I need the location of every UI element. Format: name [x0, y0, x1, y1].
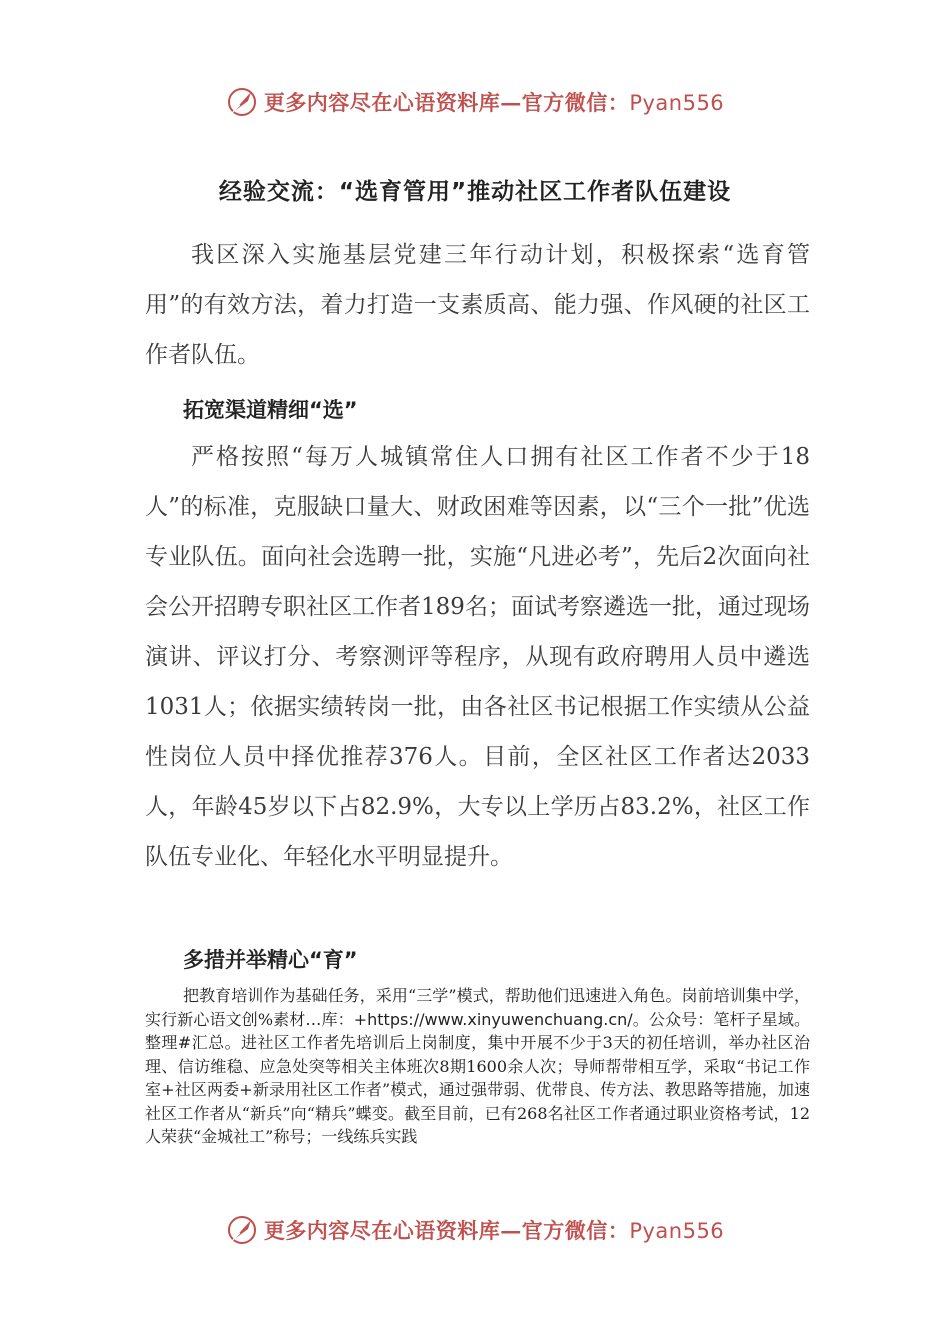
cultivate-text-start: 把教育培训作为基础任务，采用“三学”模式，帮助他们迅速进入角色。岗前培训集中学，实行新心语文创%素材…库：+ [145, 986, 810, 1029]
quill-logo-icon [226, 1214, 258, 1246]
section-heading-select: 拓宽渠道精细“选” [183, 398, 358, 422]
intro-paragraph: 我区深入实施基层党建三年行动计划，积极探索“选育管用”的有效方法，着力打造一支素质高、能力强、作风硬的社区工作者队伍。 [145, 242, 810, 368]
watermark-handle: Pyan556 [629, 1219, 725, 1243]
watermark-text: 更多内容尽在心语资料库—官方微信：Pyan556 [263, 90, 725, 115]
section-heading-cultivate: 多措并举精心“育” [183, 948, 358, 972]
watermark-text: 更多内容尽在心语资料库—官方微信：Pyan556 [263, 1218, 725, 1243]
section-cultivate-paragraph [145, 984, 810, 1149]
quill-logo-icon [226, 86, 258, 118]
website-url: https://www.xinyuwenchuang.cn/ [367, 1009, 633, 1029]
document-title: 经验交流：“选育管用”推动社区工作者队伍建设 [218, 179, 732, 205]
section-select-paragraph: 严格按照“每万人城镇常住人口拥有社区工作者不少于18人”的标准，克服缺口量大、财政困难等因素，以“三个一批”优选专业队伍。面向社会选聘一批，实施“凡进必考”，先后2次面向社会公开招聘专职社区工作者189名；面试考察遴选一批，通过现场演讲、评议打分、考察测评等程序，从现有政府聘用人员中遴选1031人；依据实绩转岗一批，由各社区书记根据工作实绩从公益性岗位人员中择优推荐376人。目前，全区社区工作者达2033人，年龄45岁以下占82.9%，大专以上学历占83.2%，社区工作队伍专业化、年轻化水平明显提升。 [145, 444, 810, 870]
watermark-header [0, 82, 950, 122]
watermark-handle: Pyan556 [629, 91, 725, 115]
watermark-footer [0, 1210, 950, 1250]
cultivate-text-end: 。公众号：笔杆子星域。整理#汇总。进社区工作者先培训后上岗制度，集中开展不少于3天的初任培训，举办社区治理、信访维稳、应急处突等相关主体班次8期1600余人次；导师帮带相互学，采取“书记工作室+社区两委+新录用社区工作者”模式，通过强带弱、优带良、传方法、教思路等措施，加速社区工作者从“新兵”向“精兵”蝶变。截至目前，已有268名社区工作者通过职业资格考试，12人荣获“金城社工”称号；一线练兵实践 [145, 1009, 810, 1146]
